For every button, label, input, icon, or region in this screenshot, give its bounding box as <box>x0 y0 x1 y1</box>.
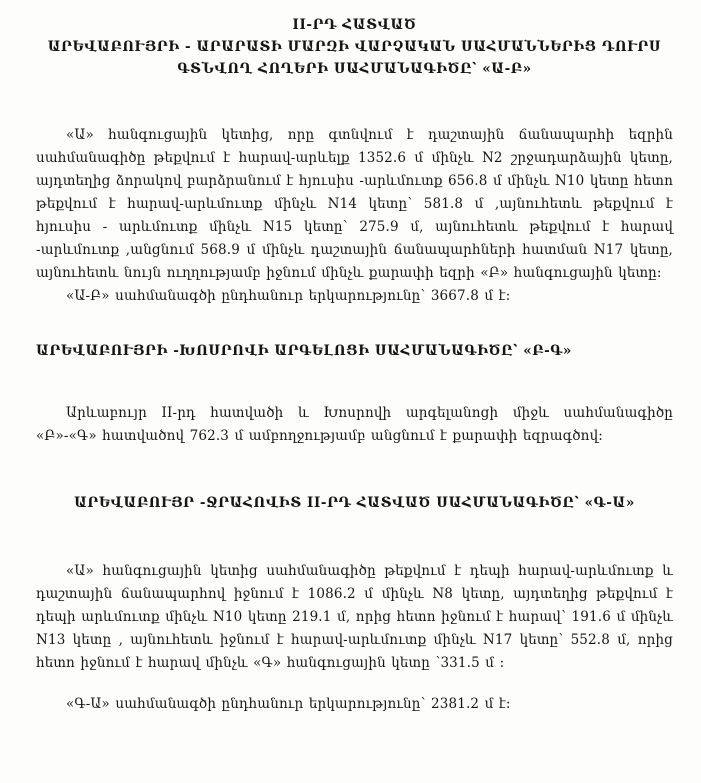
heading-boundary-bg: ԱՐԵՎԱԲՈՒՅՐԻ -ԽՈՍՐՈՎԻ ԱՐԳԵԼՈՑԻ ՍԱՀՄԱՆԱԳԻԾԸ՝ «Բ-Գ» <box>36 343 572 359</box>
section-number-heading: II-ՐԴ ՀԱՏՎԱԾ <box>292 17 417 33</box>
total-length-ab: «Ա-Բ» սահմանագծի ընդհանուր երկարությունը՝ 3667.8 մ է։ <box>66 288 511 304</box>
heading-boundary-ga: ԱՐԵՎԱԲՈՒՅՐ -ՋՐԱՀՈՎԻՏ II-ՐԴ ՀԱՏՎԱԾ ՍԱՀՄԱՆԱԳԻԾԸ՝ «Գ-Ա» <box>74 495 635 511</box>
paragraph-boundary-ga: «Ա» հանգուցային կետից սահմանագիծը թեքվում է դեպի հարավ-արևմուտք և դաշտային ճանապարհով իջնում է 1086.2 մ մինչև N8 կետը, այդտեղից թեքվում է դեպի արևմուտք մինչև N10 կետը 219.1 մ, որից հետո իջնում է հարավ՝ 191.6 մ մինչև N13 կետը , այնուհետև իջնում է հարավ-արևմուտք մինչև N17 կետը՝ 552.8 մ, որից հետո իջնում է հարավ մինչև «Գ» հանգուցային կետը ՝331.5 մ ։ <box>36 563 673 671</box>
document-title-line-2: ԳՏՆՎՈՂ ՀՈՂԵՐԻ ՍԱՀՄԱՆԱԳԻԾԸ՝ «Ա-Բ» <box>177 61 532 77</box>
total-length-ga: «Գ-Ա» սահմանագծի ընդհանուր երկարությունը՝ 2381.2 մ է։ <box>66 696 511 712</box>
paragraph-boundary-bg: Արևաբույր II-րդ հատվածի և Խոսրովի արգելանոցի միջև սահմանագիծը «Բ»-«Գ» հատվածով 762.3 մ ամբողջությամբ անցնում է քարափի եզրագծով։ <box>36 405 673 444</box>
document-title-line-1: ԱՐԵՎԱԲՈՒՅՐԻ - ԱՐԱՐԱՏԻ ՄԱՐԶԻ ՎԱՐՉԱԿԱՆ ՍԱՀՄԱՆՆԵՐԻՑ ԴՈՒՐՍ <box>47 39 662 55</box>
paragraph-boundary-ab: «Ա» հանգուցային կետից, որը գտնվում է դաշտային ճանապարհի եզրին սահմանագիծը թեքվում է հարավ-արևելք 1352.6 մ մինչև N2 շրջադարձային կետը, այդտեղից ձորակով բարձրանում է հյուսիս -արևմուտք 656.8 մ մինչև N10 կետը հետո թեքվում է հարավ-արևմուտք մինչև N14 կետը՝ 581.8 մ ,այնուհետև թեքվում է հյուսիս - արևմուտք մինչև N15 կետը՝ 275.9 մ, այնուհետև թեքվում է հարավ -արևմուտք ,անցնում 568.9 մ մինչև դաշտային ճանապարհների հատման N17 կետը, այնուհետև նույն ուղղությամբ իջնում մինչև քարափի եզրի «Բ» հանգուցային կետը։ <box>36 127 673 281</box>
document-header <box>36 14 673 80</box>
